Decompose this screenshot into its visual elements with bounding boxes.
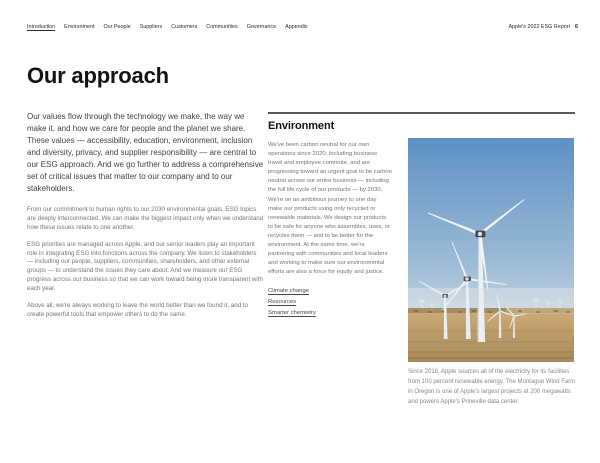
intro-column (27, 111, 264, 328)
environment-links (268, 288, 392, 315)
environment-body: We've been carbon neutral for our own operations since 2020, including business travel and employee commute, and are progressing toward an urgent goal to be carbon neutral across our entire business — including the full life cycle of our products — by 2030. We're on an ambitious journey to one day make our products using only recycled or renewable materials. We design our products to be safe for anyone who assembles, uses, or recycles them — and to be better for the environment. At the same time, we're partnering with communities and local leaders and working to make sure our environmental efforts are also a force for equity and justice. (268, 142, 392, 276)
wind-farm-photo (408, 138, 574, 362)
report-title: Apple's 2022 ESG Report (508, 24, 570, 30)
nav-item-communities[interactable]: Communities (206, 24, 238, 30)
link-resources[interactable]: Resources (268, 299, 297, 305)
photo-caption: Since 2018, Apple sources all of the electricity for its facilities from 100 percent renewable energy. The Montague Wind Farm in Oregon is one of Apple's largest projects at 200 megawatts and powers Apple's Prineville data center. (408, 369, 576, 405)
link-smarter-chemistry[interactable]: Smarter chemistry (268, 309, 316, 316)
page-title: Our approach (27, 63, 169, 88)
nav-item-appendix[interactable]: Appendix (285, 24, 308, 30)
nav-item-suppliers[interactable]: Suppliers (139, 24, 163, 30)
page-number: 6 (575, 24, 578, 30)
body-paragraph-1: From our commitment to human rights to our 2030 environmental goals, ESG topics are deeply interconnected. We can make the biggest impact only when we understand how these issues relate to one another. (27, 206, 264, 231)
lead-paragraph: Our values flow through the technology we make, the way we make it, and how we care for people and the planet we share. These values — accessibility, education, environment, inclusion and diversity, privacy, and supplier responsibility — are central to our ESG approach. And we go further to address a comprehensive set of critical issues that matter to our company and to our stakeholders. (27, 112, 264, 193)
body-paragraph-2: ESG priorities are managed across Apple, and our senior leaders play an important role in integrating ESG into functions across the company. We listen to stakeholders — including our people, suppliers, communities, shareholders, and other external groups — to understand the issues they care about. And we measure our ESG progress across our business so that we can work toward being more transparent with each year. (27, 240, 263, 292)
nav-item-governance[interactable]: Governance (246, 24, 277, 30)
body-paragraph-3: Above all, we're always working to leave the world better than we found it, and to create powerful tools that empower others to do the same. (27, 302, 248, 318)
nav-menu (27, 24, 308, 30)
nav-item-introduction[interactable]: Introduction (27, 24, 56, 30)
nav-item-our-people[interactable]: Our People (103, 24, 131, 30)
report-meta (508, 24, 578, 30)
nav-item-customers[interactable]: Customers (171, 24, 198, 30)
section-divider (268, 112, 575, 114)
nav-item-environment[interactable]: Environment (64, 24, 95, 30)
wind-farm-illustration (408, 138, 574, 362)
environment-section (268, 120, 392, 316)
top-nav (27, 24, 578, 30)
link-climate-change[interactable]: Climate change (268, 288, 309, 295)
environment-heading: Environment (268, 120, 335, 132)
